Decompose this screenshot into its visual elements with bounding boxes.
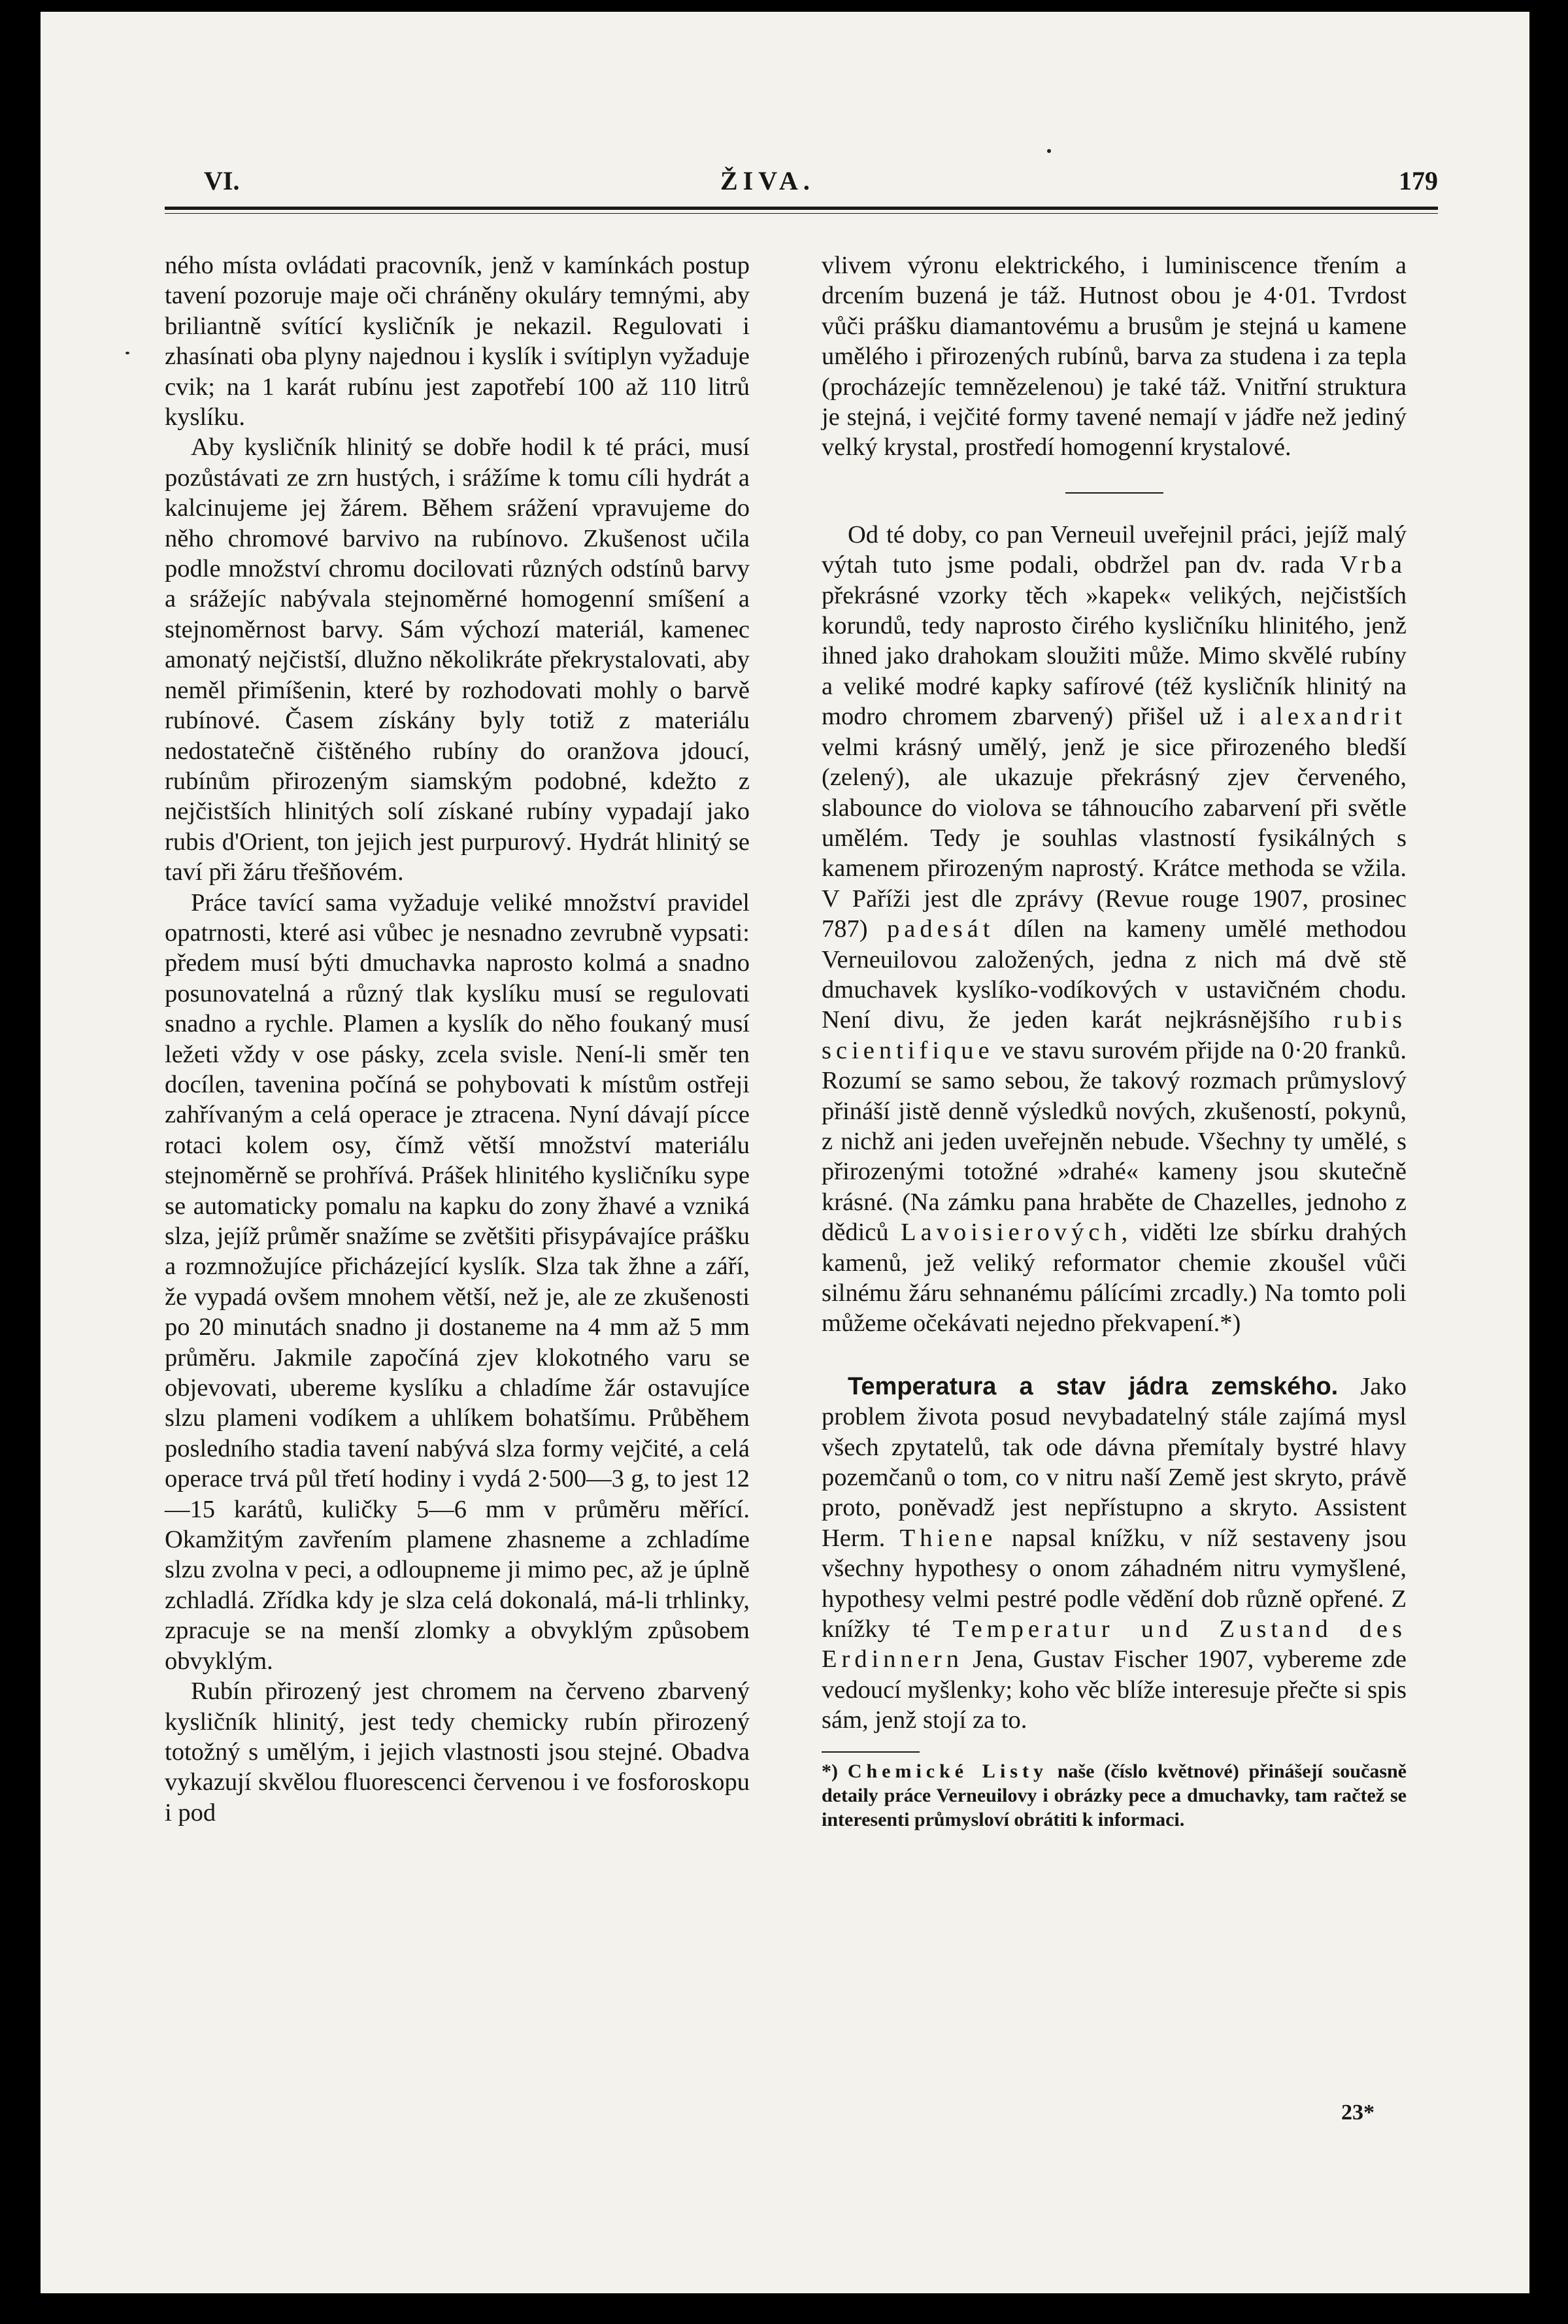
page-number: 179 — [1399, 166, 1438, 195]
right-column — [822, 250, 1407, 1832]
journal-title: ŽIVA. — [720, 166, 815, 195]
running-header — [165, 165, 1438, 211]
header-rule — [165, 207, 1438, 210]
section-title: Temperatura a stav jádra zemského. — [848, 1372, 1339, 1400]
paragraph: Práce tavící sama vyžaduje veliké množství pravidel opatrnosti, které asi vůbec je nesnadno zevrubně vypsati: předem musí býti dmuchavka naprosto kolmá a snadno posunovatelná a různý tlak kyslíku musí se regulovati snadno a rychle. Plamen a kyslík do něho foukaný musí ležeti vždy v ose pásky, zcela svisle. Není-li směr ten docílen, tavenina počíná se pohybovati k místům ostřeji zahřívaným a celá operace je ztracena. Nyní dávají pícce rotaci kolem osy, čímž větší množství materiálu stejnoměrně se prohřívá. Prášek hlinitého kysličníku sype se automaticky pomalu na kapku do zony žhavé a vzniká slza, jejíž průměr snažíme se zvětšiti přisypávajíce prášku a rozmnožujíce přicházející kyslík. Slza tak žhne a září, že vypadá ovšem mnohem větší, než je, ale ze zkušenosti po 20 minutách snadno ji dostaneme na 4 mm až 5 mm průměru. Jakmile započíná zjev klokotného varu se objevovati, ubereme kyslíku a chladíme žár ostavujíce slzu plameni vodíkem a uhlíkem bohatšímu. Průběhem posledního stadia tavení nabývá slza formy vejčité, a celá operace trvá půl třetí hodiny i vydá 2·500—3 g, to jest 12—15 karátů, kuličky 5—6 mm v průměru měřící. Okamžitým zavřením plamene zhasneme a zchladíme slzu zvolna v peci, a odloupneme ji mimo pec, až je úplně zchladlá. Zřídka kdy je slza celá dokonalá, má-li trhlinky, zpracuje se na menší zlomky a obvyklým způsobem obvyklým. — [165, 888, 750, 1675]
footnote-rule — [822, 1751, 920, 1753]
book-page — [41, 12, 1529, 2293]
section-separator — [1065, 492, 1163, 494]
paragraph: ného místa ovládati pracovník, jenž v kamínkách postup tavení pozoruje maje oči chráněny okuláry temnými, aby briliantně svítící kysličník je nekazil. Regulovati i zhasínati oba plyny najednou i kyslík i svítiplyn vyžaduje cvik; na 1 karát rubínu jest zapotřebí 100 až 110 litrů kyslíku. — [165, 252, 750, 431]
volume-number: VI. — [204, 166, 240, 195]
scan-speck — [125, 352, 129, 354]
signature-mark: 23* — [1341, 2100, 1375, 2125]
left-column — [165, 250, 750, 1828]
spacer — [822, 1339, 1407, 1372]
paragraph: Rubín přirozený jest chromem na červeno zbarvený kysličník hlinitý, jest tedy chemicky rubín přirozený totožný s umělým, i jejich vlastnosti jsou stejné. Obadva vykazují skvělou fluorescenci červenou i ve fosforoskopu i pod — [165, 1677, 750, 1827]
paragraph: Od té doby, co pan Verneuil uveřejnil práci, jejíž malý výtah tuto jsme podali, obdržel pan dv. rada Vrba překrásné vzorky těch »kapek« velikých, nejčistších korundů, tedy naprosto čirého kysličníku hlinitého, jenž ihned jako drahokam sloužiti může. Mimo skvělé rubíny a veliké modré kapky safírové (též kysličník hlinitý na modro chromem zbarvený) přišel už i alexandrit velmi krásný umělý, jenž je sice přirozeného bledší (zelený), ale ukazuje překrásný zjev červeného, slabounce do violova se táhnoucího zabarvení při světle umělém. Tedy je souhlas vlastností fysikálných s kamenem přirozeným naprostý. Krátce methoda se vžila. V Paříži jest dle zprávy (Revue rouge 1907, prosinec 787) padesát dílen na kameny umělé methodou Verneuilovou založených, jedna z nich má dvě stě dmuchavek kyslíko-vodíkových v ustavičném chodu. Není divu, že jeden karát nejkrásnějšího rubis scientifique ve stavu surovém přijde na 0·20 franků. Rozumí se samo sebou, že takový rozmach průmyslový přináší jistě denně výsledků nových, zkušeností, pokynů, z nichž ani jeden uveřejněn nebude. Všechny ty umělé, s přirozenými totožné »drahé« kameny jsou skutečně krásné. (Na zámku pana hraběte de Chazelles, jednoho z dědiců Lavoisierových, viděti lze sbírku drahých kamenů, jež veliký reformator chemie zkoušel vůči silnému žáru sehnanému pálícími zrcadly.) Na tomto poli můžeme očekávati nejedno překvapení.*) — [822, 520, 1407, 1338]
footnote: *) Chemické Listy naše (číslo květnové) přinášejí současně detaily práce Verneuilovy i obrázky pece a dmuchavky, tam račtež se interesenti průmysloví obrátiti k informaci. — [822, 1760, 1407, 1830]
paragraph: vlivem výronu elektrického, i luminiscence třením a drcením buzená je táž. Hutnost obou je 4·01. Tvrdost vůči prášku diamantovému a brusům je stejná u kamene umělého i přirozených rubínů, barva za studena i za tepla (procházejíc temnězelenou) je také táž. Vnitřní struktura je stejná, i vejčité formy tavené nemají v jádře než jediný velký krystal, prostředí homogenní krystalové. — [822, 252, 1407, 462]
paragraph: Aby kysličník hlinitý se dobře hodil k té práci, musí pozůstávati ze zrn hustých, i srážíme k tomu cíli hydrát a kalcinujeme jej žárem. Během srážení vpravujeme do něho chromové barvivo na rubínovo. Zkušenost učila podle množství chromu docilovati různých odstínů barvy a srážejíc nabývala stejnoměrné homogenní smíšení a stejnoměrnost barvy. Sám výchozí materiál, kamenec amonatý nejčistší, dlužno několikráte překrystalovati, aby neměl přimíšenin, které by rozhodovati mohly o barvě rubínové. Časem získány byly totiž z materiálu nedostatečně čištěného rubíny do oranžova jdoucí, rubínům přirozeným siamským podobné, kdežto z nejčistších hlinitých solí získané rubíny vypadají jako rubis d'Orient, ton jejich jest purpurový. Hydrát hlinitý se taví při žáru třešňovém. — [165, 433, 750, 886]
header-rule-thin — [165, 213, 1438, 214]
paragraph: Temperatura a stav jádra zemského. Jako problem života posud nevybadatelný stále zajímá mysl všech zpytatelů, tak ode dávna přemítaly bystré hlavy pozemčanů o tom, co v nitru naší Země jest skryto, právě proto, poněvadž jest nepřístupno a skryto. Assistent Herm. Thiene napsal knížku, v níž sestaveny jsou všechny hypothesy o onom záhadném nitru vymyšlené, hypothesy velmi pestré podle vědění dob různě opřené. Z knížky té Temperatur und Zustand des Erdinnern Jena, Gustav Fischer 1907, vybereme zde vedoucí myšlenky; koho věc blíže interesuje přečte si spis sám, jenž stojí za to. — [822, 1372, 1407, 1734]
